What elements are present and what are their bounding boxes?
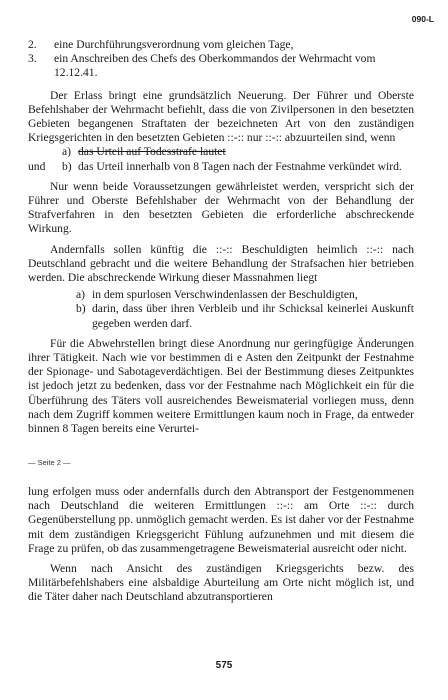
condition-row (28, 160, 414, 174)
measure-letter: a) (76, 288, 86, 302)
list-item (28, 38, 414, 52)
text-block-lower (28, 485, 414, 605)
list-text: ein Anschreiben des Chefs des Oberkommandos der Wehrmacht vom 12.12.41. (54, 52, 376, 80)
condition-prefix: und (28, 159, 46, 173)
page-number: 575 (215, 660, 233, 671)
paragraph-voraussetzungen: Nur wenn beide Voraussetzungen gewährleistet werden, verspricht sich der Führer und Oberste Befehlshaber der Wehrmacht von der Behandlung der Strafverfahren in den besetzten Gebieten die erforderliche abschreckende Wirkung. (28, 179, 414, 236)
condition-letter: a) (62, 145, 72, 159)
measure-text: in dem spurlosen Verschwindenlassen der Beschuldigten, (92, 288, 358, 302)
condition-row (28, 145, 414, 159)
list-number: 3. (28, 52, 37, 66)
paragraph-andernfalls: Andernfalls sollen künftig die ::-:: Beschuldigten heimlich ::-:: nach Deutschland gebracht und die weitere Behandlung der Strafsachen hier betrieben werden. Die abschreckende Wirkung dieser Massnahmen liegt (28, 242, 414, 285)
paragraph-verurteilung: lung erfolgen muss oder andernfalls durch den Abtransport der Festgenommenen nach Deutschland die weiteren Ermittlungen ::-:: am Orte ::-:: durch Gegenüberstellung pp. unmöglich gemacht werden. Es ist daher vor der Festnahme mit dem zuständigen Kriegsgericht Fühlung aufzunehmen und mit diesem die Frage zu prüfen, ob das zusammengetragene Beweismaterial ausreicht oder nicht. (28, 485, 414, 555)
list-number: 2. (28, 38, 37, 51)
measure-text: darin, dass über ihren Verbleib und ihr Schicksal keinerlei Auskunft gegeben werden darf. (92, 302, 414, 330)
condition-text: das Urteil auf Todesstrafe lautet (78, 145, 226, 159)
paragraph-abwehrstellen: Für die Abwehrstellen bringt diese Anordnung nur geringfügige Änderungen ihrer Tätigkeit. Nach wie vor bestimmen di e Asten den Zeitpunkt der Festnahme der Spionage- und Sabotageverdächtigen. Bei der Bestimmung dieses Zeitpunktes ist jedoch jetzt zu bedenken, dass vor der Festnahme nach Möglichkeit ein für die Überführung des Täters voll ausreichendes Beweismaterial vorliegen muss, denn nach dem Zugriff kommen weitere Ermittlungen kaum noch in Frage, da entweder binnen 8 Tagen bereits eine Verurtei- (28, 336, 414, 436)
text-block-upper (28, 38, 414, 436)
paragraph-erlass: Der Erlass bringt eine grundsätzlich Neuerung. Der Führer und Oberste Befehlshaber der Wehrmacht befiehlt, dass die von Zivilpersonen in den besetzten Gebieten begangenen Straftaten der bezeichneten Art von den zuständigen Kriegsgerichten in den besetzten Gebieten ::-:: nur ::-:: abzuurteilen sind, wenn (28, 88, 414, 145)
measure-row (28, 288, 414, 302)
measure-letter: b) (76, 302, 86, 316)
measure-row (28, 302, 414, 330)
paragraph-kriegsgericht: Wenn nach Ansicht des zuständigen Kriegsgerichts bezw. des Militärbefehlshabers eine alsbaldige Aburteilung am Orte nicht möglich ist, und die Täter daher nach Deutschland abzutransportieren (28, 562, 414, 604)
condition-text: das Urteil innerhalb von 8 Tagen nach der Festnahme verkündet wird. (78, 159, 402, 173)
condition-letter: b) (62, 159, 72, 173)
list-item (28, 52, 414, 80)
list-text: eine Durchführungsverordnung vom gleichen Tage, (54, 38, 294, 51)
page-separator: — Seite 2 — (28, 458, 71, 467)
document-id: 090-L (411, 14, 434, 24)
